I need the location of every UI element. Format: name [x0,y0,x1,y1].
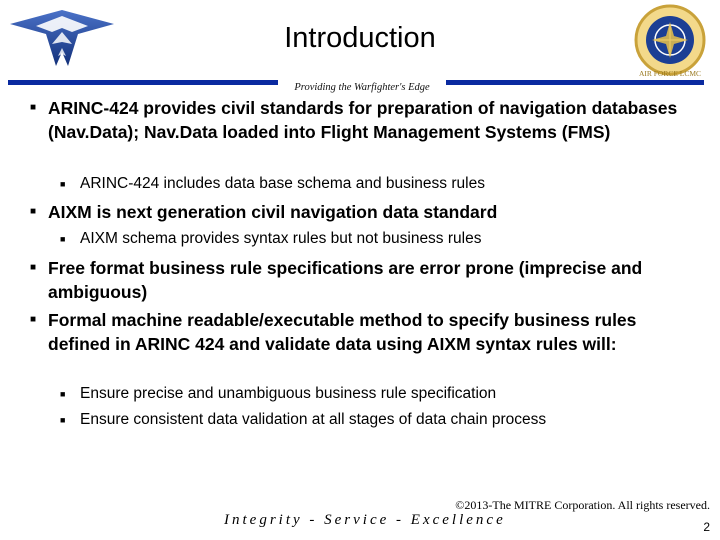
copyright-notice: ©2013-The MITRE Corporation. All rights reserved. [455,498,710,512]
bullet-marker: ■ [30,262,37,273]
footer-motto: Integrity - Service - Excellence [224,512,506,528]
header-rule-left [8,80,278,85]
sub-bullet-marker: ■ [60,179,66,189]
bullet-marker: ■ [30,206,37,217]
header-rule-right [446,80,704,85]
bullet-item: ARINC-424 provides civil standards for preparation of navigation databases (Nav.Data); Nav.Data loaded into Flight Management Systems (FMS) [48,98,678,142]
sub-bullet-marker: ■ [60,415,66,425]
seal-text: AIR FORCE LCMC [638,69,702,78]
bullet-item: AIXM is next generation civil navigation data standard [48,202,498,222]
sub-bullet-item: ARINC-424 includes data base schema and business rules [80,175,485,192]
sub-bullet-item: Ensure precise and unambiguous business rule specification [80,385,497,402]
page-number: 2 [703,520,710,534]
bullet-item: Formal machine readable/executable method to specify business rules defined in ARINC 424 and validate data using AIXM syntax rules will: [48,310,637,354]
sub-bullet-item: AIXM schema provides syntax rules but not business rules [80,230,482,247]
sub-bullet-marker: ■ [60,389,66,399]
bullet-item: Free format business rule specifications are error prone (imprecise and ambiguous) [48,258,643,302]
sub-bullet-marker: ■ [60,234,66,244]
bullet-marker: ■ [30,314,37,325]
tagline: Providing the Warfighter's Edge [294,82,430,93]
slide-title: Introduction [284,22,436,54]
sub-bullet-item: Ensure consistent data validation at all stages of data chain process [80,411,547,428]
bullet-marker: ■ [30,102,37,113]
